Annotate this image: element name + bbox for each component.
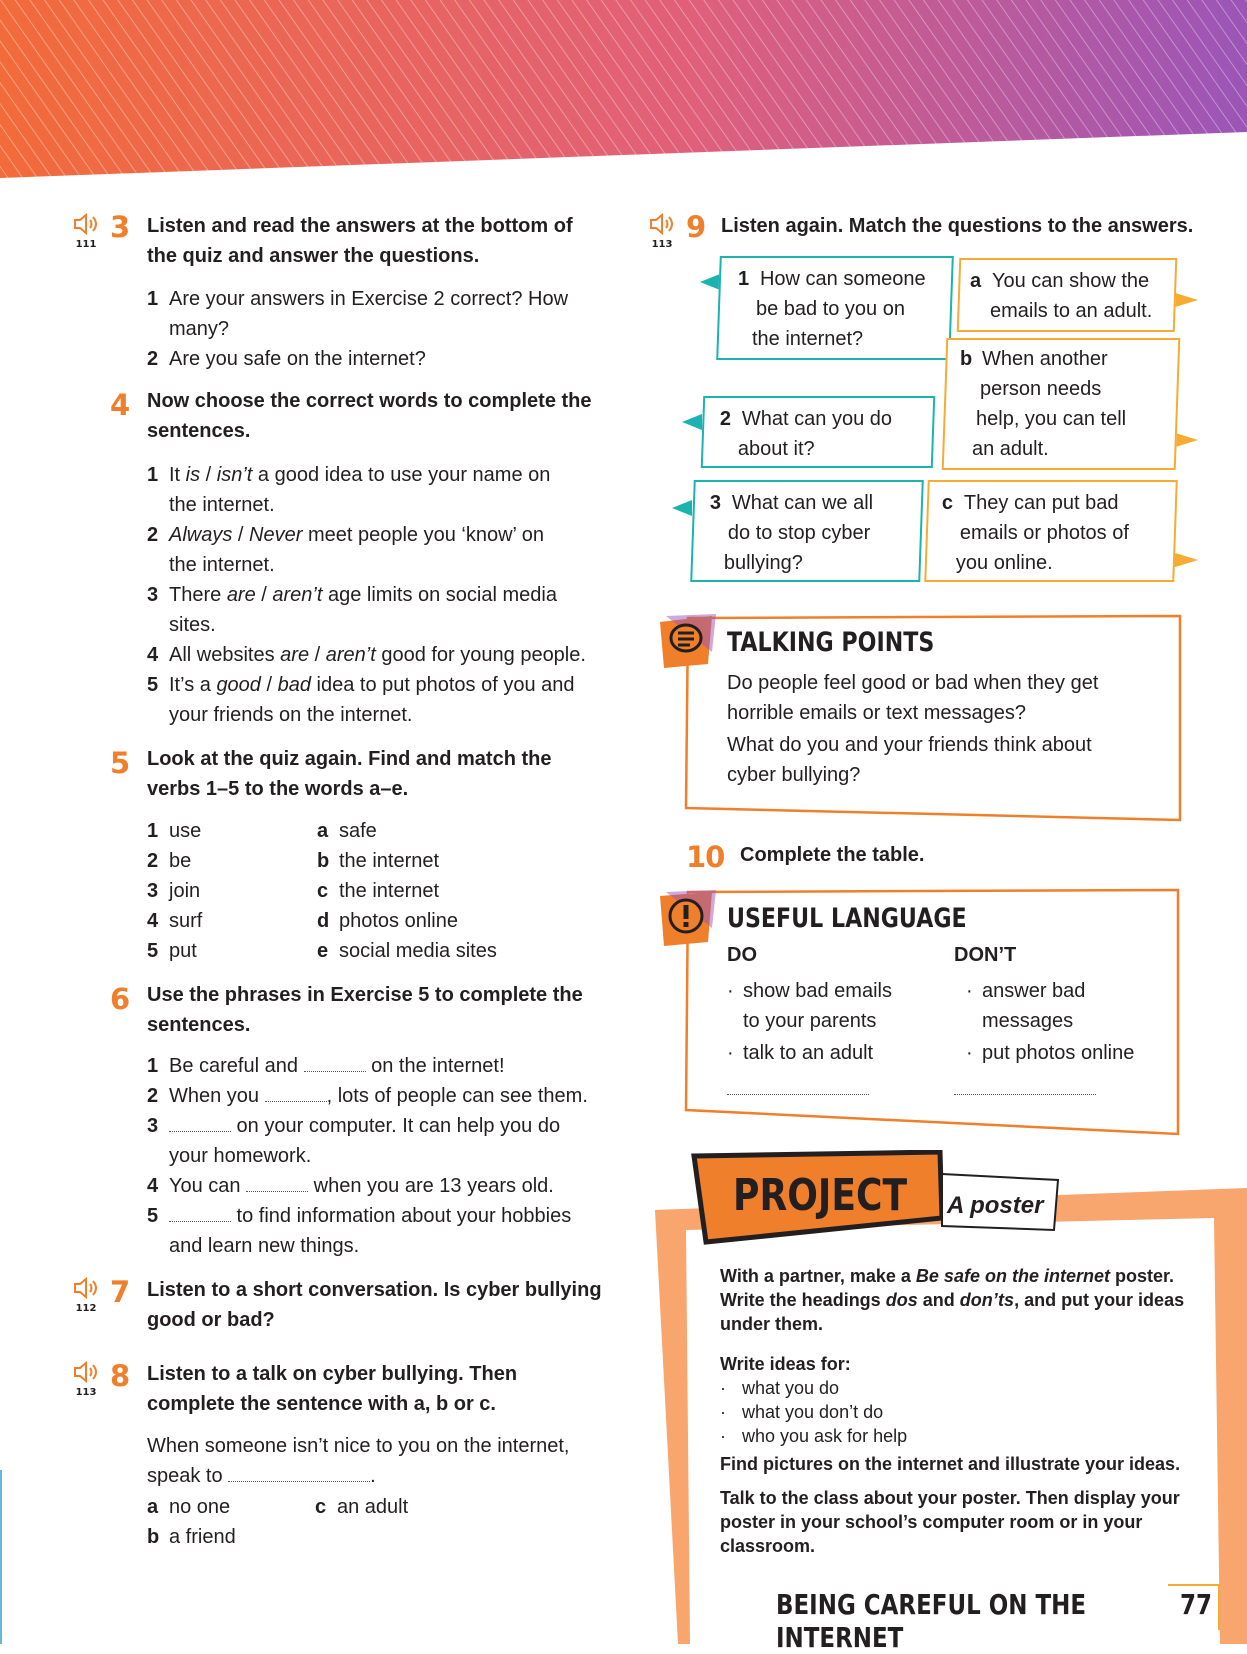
choice-sentence: 5 It’s a good / bad idea to put photos of you and your friends on the internet. bbox=[147, 674, 575, 726]
match-item[interactable]: 4 surf bbox=[147, 910, 203, 932]
exercise-instruction: Now choose the correct words to complete the sentences. bbox=[147, 390, 592, 442]
track-number: 111 bbox=[75, 239, 97, 250]
match-item[interactable]: b the internet bbox=[317, 850, 440, 872]
speaker-icon bbox=[648, 212, 676, 236]
gap-sentence: 3 on your computer. It can help you do your homework. bbox=[147, 1115, 561, 1167]
speaker-icon bbox=[72, 1276, 100, 1300]
audio-track-113[interactable] bbox=[648, 212, 676, 250]
exercise-instruction: Complete the table. bbox=[740, 844, 925, 866]
match-item[interactable]: e social media sites bbox=[317, 940, 497, 962]
speaker-icon bbox=[72, 1360, 100, 1384]
match-item[interactable]: c the internet bbox=[317, 880, 440, 902]
exercise-number: 7 bbox=[110, 1275, 131, 1309]
exercise-instruction: Listen to a short conversation. Is cyber bullying good or bad? bbox=[147, 1279, 602, 1331]
answer-blank[interactable] bbox=[169, 1113, 231, 1132]
exercise-number: 9 bbox=[686, 210, 707, 244]
exercise-instruction: Listen again. Match the questions to the answers. bbox=[721, 215, 1194, 237]
page-number: 77 bbox=[1180, 1588, 1212, 1621]
project-title: PROJECT bbox=[733, 1170, 908, 1221]
page-edge-line bbox=[0, 1470, 2, 1644]
exercise-instruction: Look at the quiz again. Find and match the verbs 1–5 to the words a–e. bbox=[147, 748, 552, 800]
exclamation-icon bbox=[666, 896, 706, 936]
question-card[interactable]: 3 What can we all do to stop cyber bullying? bbox=[690, 480, 924, 582]
match-item[interactable]: 5 put bbox=[147, 940, 197, 962]
do-heading: DO bbox=[727, 944, 757, 966]
answer-blank[interactable] bbox=[265, 1083, 327, 1102]
track-number: 113 bbox=[75, 1387, 97, 1398]
exercise-number: 10 bbox=[686, 840, 725, 874]
project-instructions: With a partner, make a Be safe on the internet poster. Write the headings dos and don’ts, and put your ideas under them. Write ideas for: · what you do · what you don’t do · who you ask for help Find pictures on the internet and illustrate your ideas. Talk to the class about your poster. Then display your poster in your school’s computer room or in your classroom. bbox=[720, 1266, 1185, 1556]
answer-option[interactable]: b a friend bbox=[147, 1526, 236, 1548]
footer-title: BEING CAREFUL ON THE INTERNET bbox=[776, 1588, 1087, 1654]
audio-track-113[interactable] bbox=[72, 1360, 100, 1398]
choice-option[interactable]: are bbox=[226, 584, 256, 606]
useful-language-title: USEFUL LANGUAGE bbox=[727, 903, 967, 934]
question-item: 2 Are you safe on the internet? bbox=[147, 348, 426, 370]
answer-card[interactable]: b When another person needs help, you can tell an adult. bbox=[942, 338, 1181, 470]
talking-points-title: TALKING POINTS bbox=[727, 627, 935, 658]
exercise-number: 8 bbox=[110, 1359, 131, 1393]
dont-heading: DON’T bbox=[954, 944, 1017, 966]
exercise-instruction: Use the phrases in Exercise 5 to complete the sentences. bbox=[147, 984, 583, 1036]
answer-card[interactable]: a You can show the emails to an adult. bbox=[957, 258, 1178, 332]
project-subtitle: A poster bbox=[947, 1192, 1044, 1219]
answer-blank[interactable] bbox=[304, 1053, 366, 1072]
choice-sentence: 1 It is / isn’t a good idea to use your name on the internet. bbox=[147, 464, 551, 516]
question-item: 1 Are your answers in Exercise 2 correct? How many? bbox=[147, 288, 569, 340]
match-item[interactable]: 1 use bbox=[147, 820, 202, 842]
dont-list: · answer bad messages · put photos online bbox=[966, 980, 1135, 1064]
answer-blank[interactable] bbox=[246, 1173, 308, 1192]
talking-points-text: Do people feel good or bad when they get horrible emails or text messages? What do you and your friends think about cyber bullying? bbox=[727, 672, 1099, 786]
choice-sentence: 4 All websites are / aren’t good for young people. bbox=[147, 644, 586, 666]
audio-track-111[interactable] bbox=[72, 212, 100, 250]
choice-option[interactable]: aren’t bbox=[325, 644, 376, 666]
audio-track-112[interactable] bbox=[72, 1276, 100, 1314]
gap-sentence: 4 You can when you are 13 years old. bbox=[147, 1175, 554, 1197]
do-answer-line[interactable] bbox=[727, 1094, 869, 1095]
gap-sentence: 2 When you , lots of people can see them. bbox=[147, 1085, 588, 1107]
exercise-number: 3 bbox=[110, 210, 131, 244]
do-list: · show bad emails to your parents · talk to an adult bbox=[727, 980, 892, 1064]
exercise-instruction: Listen to a talk on cyber bullying. Then complete the sentence with a, b or c. bbox=[147, 1363, 518, 1415]
speech-bubble-icon bbox=[666, 622, 706, 658]
question-card[interactable]: 1 How can someone be bad to you on the internet? bbox=[716, 256, 954, 360]
choice-option[interactable]: aren’t bbox=[272, 584, 323, 606]
choice-option[interactable]: bad bbox=[277, 674, 311, 696]
exercise-number: 4 bbox=[110, 388, 131, 422]
gap-sentence: 5 to find information about your hobbies and learn new things. bbox=[147, 1205, 572, 1257]
match-item[interactable]: 2 be bbox=[147, 850, 192, 872]
answer-blank[interactable] bbox=[169, 1203, 231, 1222]
match-item[interactable]: d photos online bbox=[317, 910, 458, 932]
dont-answer-line[interactable] bbox=[954, 1094, 1096, 1095]
choice-option[interactable]: Never bbox=[249, 524, 303, 546]
choice-sentence: 2 Always / Never meet people you ‘know’ on the internet. bbox=[147, 524, 545, 576]
track-number: 112 bbox=[75, 1303, 97, 1314]
answer-blank[interactable] bbox=[228, 1463, 370, 1482]
track-number: 113 bbox=[651, 239, 673, 250]
exercise-instruction: Listen and read the answers at the bottom of the quiz and answer the questions. bbox=[147, 215, 573, 267]
choice-sentence: 3 There are / aren’t age limits on social media sites. bbox=[147, 584, 557, 636]
exercise-number: 5 bbox=[110, 746, 131, 780]
answer-option[interactable]: c an adult bbox=[315, 1496, 409, 1518]
answer-option[interactable]: a no one bbox=[147, 1496, 231, 1518]
choice-option[interactable]: Always bbox=[169, 524, 233, 546]
match-item[interactable]: a safe bbox=[317, 820, 377, 842]
answer-card[interactable]: c They can put bad emails or photos of you online. bbox=[924, 480, 1178, 582]
exercise-number: 6 bbox=[110, 982, 131, 1016]
question-card[interactable]: 2 What can you do about it? bbox=[701, 396, 936, 468]
word-list bbox=[317, 816, 497, 966]
match-item[interactable]: 3 join bbox=[147, 880, 201, 902]
gap-sentence: When someone isn’t nice to you on the internet, speak to . bbox=[147, 1435, 570, 1487]
speaker-icon bbox=[72, 212, 100, 236]
choice-option[interactable]: are bbox=[280, 644, 310, 666]
choice-option[interactable]: isn’t bbox=[216, 464, 253, 486]
choice-option[interactable]: is bbox=[185, 464, 201, 486]
verb-list bbox=[147, 816, 202, 966]
choice-option[interactable]: good bbox=[216, 674, 261, 696]
gap-sentence: 1 Be careful and on the internet! bbox=[147, 1055, 505, 1077]
header-banner bbox=[0, 0, 1247, 180]
